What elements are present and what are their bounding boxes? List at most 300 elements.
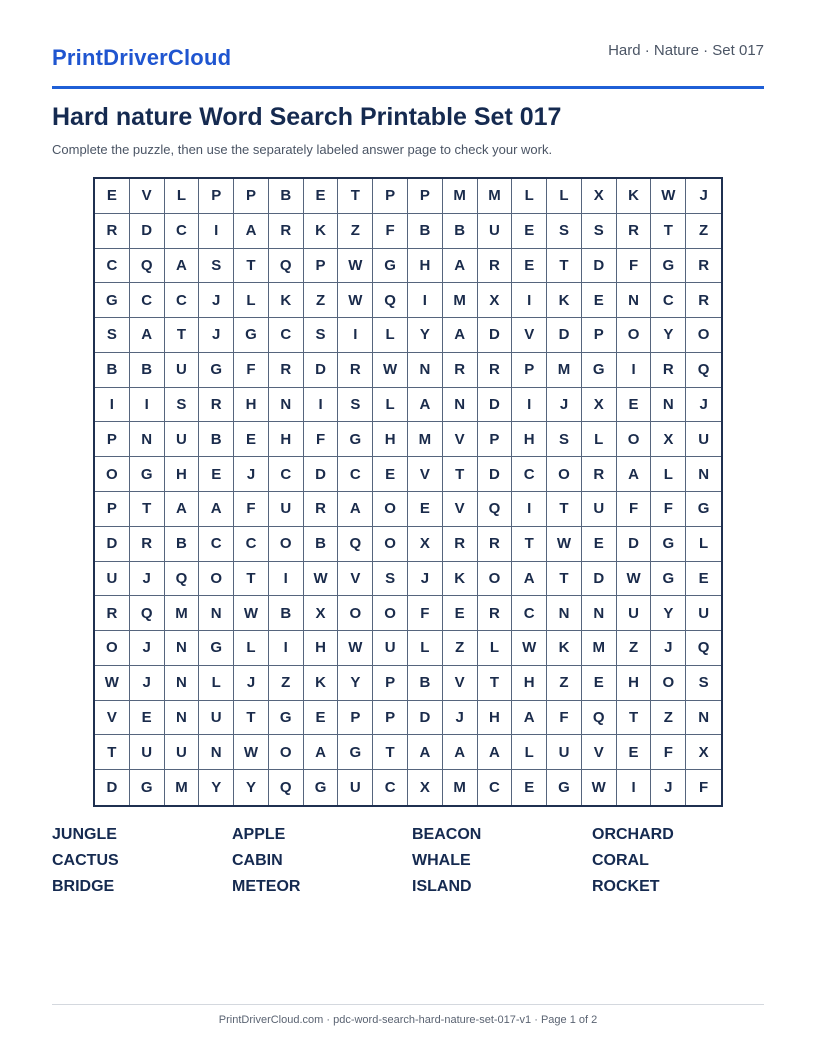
grid-cell: L <box>512 179 547 214</box>
grid-cell: B <box>269 179 304 214</box>
grid-cell: G <box>234 318 269 353</box>
grid-cell: I <box>338 318 373 353</box>
grid-cell: G <box>651 249 686 284</box>
grid-cell: Z <box>651 701 686 736</box>
grid-cell: N <box>165 701 200 736</box>
grid-cell: B <box>408 214 443 249</box>
grid-cell: C <box>199 527 234 562</box>
word-list-item: CORAL <box>592 852 649 869</box>
grid-cell: U <box>617 596 652 631</box>
grid-cell: A <box>165 492 200 527</box>
grid-cell: W <box>651 179 686 214</box>
grid-cell: Z <box>617 631 652 666</box>
grid-cell: V <box>130 179 165 214</box>
grid-cell: M <box>582 631 617 666</box>
grid-cell: O <box>373 492 408 527</box>
grid-cell: P <box>234 179 269 214</box>
grid-cell: R <box>686 249 721 284</box>
grid-cell: R <box>651 353 686 388</box>
word-list-item: WHALE <box>412 852 471 869</box>
grid-cell: S <box>199 249 234 284</box>
grid-cell: O <box>617 422 652 457</box>
word-search-grid <box>93 177 723 807</box>
grid-cell: X <box>408 527 443 562</box>
grid-cell: T <box>617 701 652 736</box>
word-list-item: APPLE <box>232 826 286 843</box>
grid-cell: D <box>478 388 513 423</box>
grid-cell: I <box>617 770 652 805</box>
grid-cell: R <box>304 492 339 527</box>
grid-cell: T <box>234 562 269 597</box>
grid-cell: D <box>582 249 617 284</box>
grid-cell: H <box>269 422 304 457</box>
grid-cell: L <box>478 631 513 666</box>
grid-cell: J <box>199 318 234 353</box>
grid-cell: E <box>408 492 443 527</box>
grid-cell: U <box>582 492 617 527</box>
word-list-item: ORCHARD <box>592 826 674 843</box>
grid-cell: I <box>512 492 547 527</box>
footer-divider <box>52 1004 764 1005</box>
grid-cell: A <box>443 735 478 770</box>
grid-cell: D <box>478 457 513 492</box>
grid-cell: P <box>408 179 443 214</box>
grid-cell: H <box>617 666 652 701</box>
grid-cell: A <box>478 735 513 770</box>
grid-cell: R <box>478 353 513 388</box>
grid-cell: C <box>165 214 200 249</box>
word-list-item: JUNGLE <box>52 826 117 843</box>
grid-cell: G <box>338 735 373 770</box>
grid-cell: P <box>512 353 547 388</box>
grid-cell: S <box>547 214 582 249</box>
grid-cell: L <box>199 666 234 701</box>
grid-cell: V <box>582 735 617 770</box>
grid-cell: Q <box>686 353 721 388</box>
grid-cell: Q <box>582 701 617 736</box>
word-list <box>52 825 772 903</box>
grid-cell: D <box>95 770 130 805</box>
grid-cell: R <box>478 249 513 284</box>
grid-cell: A <box>408 388 443 423</box>
word-list-item: ISLAND <box>412 878 472 895</box>
grid-cell: N <box>651 388 686 423</box>
grid-cell: W <box>338 249 373 284</box>
grid-cell: W <box>304 562 339 597</box>
grid-cell: O <box>617 318 652 353</box>
grid-cell: Y <box>408 318 443 353</box>
grid-cell: N <box>165 631 200 666</box>
grid-cell: G <box>269 701 304 736</box>
grid-cell: U <box>686 422 721 457</box>
grid-cell: O <box>95 457 130 492</box>
grid-cell: W <box>95 666 130 701</box>
grid-cell: C <box>234 527 269 562</box>
grid-cell: G <box>547 770 582 805</box>
grid-cell: H <box>408 249 443 284</box>
grid-cell: F <box>651 735 686 770</box>
grid-cell: D <box>95 527 130 562</box>
grid-cell: T <box>338 179 373 214</box>
grid-cell: Y <box>651 596 686 631</box>
grid-cell: P <box>304 249 339 284</box>
grid-cell: G <box>199 353 234 388</box>
grid-cell: C <box>373 770 408 805</box>
grid-cell: N <box>686 701 721 736</box>
grid-cell: X <box>582 388 617 423</box>
grid-cell: W <box>234 596 269 631</box>
grid-cell: P <box>373 701 408 736</box>
grid-cell: R <box>686 283 721 318</box>
word-list-item: METEOR <box>232 878 301 895</box>
grid-cell: J <box>651 631 686 666</box>
grid-cell: Z <box>304 283 339 318</box>
grid-cell: C <box>338 457 373 492</box>
grid-cell: E <box>304 701 339 736</box>
grid-cell: X <box>686 735 721 770</box>
grid-cell: W <box>617 562 652 597</box>
grid-cell: V <box>443 422 478 457</box>
grid-cell: L <box>373 318 408 353</box>
grid-cell: D <box>582 562 617 597</box>
grid-cell: U <box>269 492 304 527</box>
grid-cell: E <box>582 666 617 701</box>
grid-cell: W <box>338 631 373 666</box>
grid-cell: E <box>234 422 269 457</box>
grid-cell: B <box>199 422 234 457</box>
grid-cell: I <box>269 631 304 666</box>
grid-cell: Q <box>269 249 304 284</box>
grid-cell: A <box>512 562 547 597</box>
grid-cell: J <box>199 283 234 318</box>
grid-cell: T <box>547 562 582 597</box>
grid-cell: D <box>304 457 339 492</box>
grid-cell: M <box>478 179 513 214</box>
grid-cell: L <box>373 388 408 423</box>
grid-cell: D <box>547 318 582 353</box>
grid-cell: A <box>512 701 547 736</box>
grid-cell: E <box>582 527 617 562</box>
grid-cell: M <box>547 353 582 388</box>
grid-cell: X <box>651 422 686 457</box>
grid-cell: V <box>338 562 373 597</box>
grid-cell: U <box>547 735 582 770</box>
word-list-item: CACTUS <box>52 852 119 869</box>
grid-cell: B <box>165 527 200 562</box>
grid-cell: O <box>547 457 582 492</box>
grid-cell: A <box>338 492 373 527</box>
grid-cell: F <box>651 492 686 527</box>
grid-cell: P <box>373 179 408 214</box>
grid-cell: V <box>443 492 478 527</box>
grid-cell: M <box>443 770 478 805</box>
grid-cell: F <box>699 779 709 797</box>
grid-cell: Z <box>443 631 478 666</box>
grid-cell: B <box>408 666 443 701</box>
grid-cell: A <box>165 249 200 284</box>
grid-cell: M <box>443 283 478 318</box>
grid-cell: S <box>95 318 130 353</box>
grid-cell: R <box>478 527 513 562</box>
grid-cell: I <box>95 388 130 423</box>
grid-cell: W <box>512 631 547 666</box>
grid-cell: M <box>165 596 200 631</box>
grid-cell: K <box>443 562 478 597</box>
grid-cell: W <box>547 527 582 562</box>
set-label: Hard · Nature · Set 017 <box>608 42 764 59</box>
grid-cell: J <box>443 701 478 736</box>
grid-cell: E <box>443 596 478 631</box>
grid-cell: E <box>582 283 617 318</box>
grid-cell: I <box>130 388 165 423</box>
grid-cell: B <box>443 214 478 249</box>
grid-cell: F <box>547 701 582 736</box>
grid-cell: Q <box>686 631 721 666</box>
grid-cell: G <box>130 457 165 492</box>
grid-cell: B <box>95 353 130 388</box>
grid-cell: O <box>478 562 513 597</box>
grid-cell: L <box>547 179 582 214</box>
grid-cell: A <box>199 492 234 527</box>
grid-cell: N <box>408 353 443 388</box>
grid-cell: O <box>269 527 304 562</box>
grid-cell: G <box>651 562 686 597</box>
grid-cell: D <box>478 318 513 353</box>
grid-cell: R <box>582 457 617 492</box>
grid-cell: P <box>338 701 373 736</box>
grid-cell: G <box>651 527 686 562</box>
grid-cell: U <box>165 353 200 388</box>
grid-cell: O <box>373 596 408 631</box>
grid-cell: R <box>338 353 373 388</box>
grid-cell: K <box>269 283 304 318</box>
grid-cell: C <box>269 457 304 492</box>
grid-cell: R <box>617 214 652 249</box>
grid-cell: F <box>234 492 269 527</box>
grid-cell: Q <box>373 283 408 318</box>
grid-cell: J <box>686 179 721 214</box>
grid-cell: T <box>373 735 408 770</box>
grid-cell: C <box>651 283 686 318</box>
grid-cell: G <box>373 249 408 284</box>
grid-cell: T <box>547 249 582 284</box>
grid-cell: Y <box>651 318 686 353</box>
grid-cell: K <box>547 631 582 666</box>
page-subtitle: Complete the puzzle, then use the separately labeled answer page to check your work. <box>52 142 553 157</box>
grid-cell: S <box>686 666 721 701</box>
grid-cell: E <box>512 249 547 284</box>
grid-cell: W <box>373 353 408 388</box>
grid-cell: E <box>512 214 547 249</box>
grid-cell: X <box>304 596 339 631</box>
grid-cell: Q <box>130 249 165 284</box>
grid-cell: L <box>234 631 269 666</box>
grid-cell: J <box>130 631 165 666</box>
grid-cell: G <box>304 770 339 805</box>
grid-cell: I <box>199 214 234 249</box>
grid-cell: U <box>373 631 408 666</box>
grid-cell: G <box>582 353 617 388</box>
word-list-item: CABIN <box>232 852 283 869</box>
grid-cell: O <box>95 631 130 666</box>
grid-cell: Z <box>686 214 721 249</box>
grid-cell: J <box>651 770 686 805</box>
grid-cell: N <box>165 666 200 701</box>
grid-cell: M <box>443 179 478 214</box>
grid-cell: S <box>373 562 408 597</box>
brand-logo[interactable]: PrintDriverCloud <box>52 45 232 70</box>
grid-cell: U <box>338 770 373 805</box>
grid-cell: A <box>443 318 478 353</box>
grid-cell: A <box>304 735 339 770</box>
grid-cell: J <box>130 562 165 597</box>
grid-cell: U <box>95 562 130 597</box>
grid-cell: G <box>199 631 234 666</box>
grid-cell: D <box>408 701 443 736</box>
grid-cell: S <box>582 214 617 249</box>
grid-cell: U <box>165 735 200 770</box>
grid-cell: K <box>304 214 339 249</box>
grid-cell: J <box>547 388 582 423</box>
grid-cell: B <box>304 527 339 562</box>
page-footer: PrintDriverCloud.com · pdc-word-search-hard-nature-set-017-v1 · Page 1 of 2 <box>218 1014 598 1026</box>
grid-cell: O <box>373 527 408 562</box>
grid-cell: E <box>304 179 339 214</box>
grid-cell: A <box>408 735 443 770</box>
page-title: Hard nature Word Search Printable Set 017 <box>52 103 562 131</box>
grid-cell: T <box>547 492 582 527</box>
grid-cell: S <box>165 388 200 423</box>
grid-cell: C <box>95 249 130 284</box>
grid-cell: H <box>373 422 408 457</box>
grid-cell: B <box>130 353 165 388</box>
grid-cell: H <box>304 631 339 666</box>
grid-cell: G <box>338 422 373 457</box>
grid-cell: H <box>478 701 513 736</box>
grid-cell: S <box>547 422 582 457</box>
grid-cell: O <box>269 735 304 770</box>
grid-cell: I <box>512 283 547 318</box>
grid-cell: P <box>478 422 513 457</box>
grid-cell: V <box>443 666 478 701</box>
grid-cell: L <box>582 422 617 457</box>
grid-cell: Q <box>130 596 165 631</box>
grid-cell: J <box>408 562 443 597</box>
grid-cell: N <box>686 457 721 492</box>
grid-cell: O <box>199 562 234 597</box>
grid-cell: L <box>686 527 721 562</box>
grid-cell: G <box>95 283 130 318</box>
grid-cell: E <box>373 457 408 492</box>
grid-cell: E <box>686 562 721 597</box>
grid-cell: U <box>130 735 165 770</box>
grid-cell: N <box>443 388 478 423</box>
grid-cell: N <box>269 388 304 423</box>
grid-cell: C <box>130 283 165 318</box>
word-list-item: ROCKET <box>592 878 660 895</box>
grid-cell: S <box>338 388 373 423</box>
grid-cell: Q <box>478 492 513 527</box>
grid-cell: G <box>130 770 165 805</box>
grid-cell: F <box>617 492 652 527</box>
grid-cell: T <box>651 214 686 249</box>
grid-cell: A <box>443 249 478 284</box>
grid-cell: N <box>582 596 617 631</box>
grid-cell: A <box>234 214 269 249</box>
grid-cell: W <box>234 735 269 770</box>
grid-cell: H <box>234 388 269 423</box>
grid-cell: T <box>443 457 478 492</box>
page-header <box>52 40 764 89</box>
grid-cell: E <box>617 388 652 423</box>
grid-cell: R <box>443 353 478 388</box>
grid-cell: B <box>269 596 304 631</box>
grid-cell: T <box>130 492 165 527</box>
grid-cell: T <box>234 249 269 284</box>
grid-cell: X <box>478 283 513 318</box>
grid-cell: R <box>478 596 513 631</box>
grid-cell: K <box>304 666 339 701</box>
grid-cell: Q <box>269 770 304 805</box>
word-list-item: BEACON <box>412 826 482 843</box>
grid-cell: C <box>512 457 547 492</box>
grid-cell: Z <box>269 666 304 701</box>
grid-cell: R <box>269 353 304 388</box>
grid-cell: M <box>165 770 200 805</box>
grid-cell: R <box>199 388 234 423</box>
grid-cell: D <box>617 527 652 562</box>
grid-cell: M <box>408 422 443 457</box>
grid-cell: D <box>130 214 165 249</box>
grid-cell: G <box>686 492 721 527</box>
grid-cell: C <box>478 770 513 805</box>
grid-cell: K <box>617 179 652 214</box>
grid-cell: O <box>338 596 373 631</box>
grid-cell: F <box>234 353 269 388</box>
grid-cell: I <box>617 353 652 388</box>
grid-cell: J <box>130 666 165 701</box>
grid-cell: N <box>617 283 652 318</box>
grid-cell: N <box>547 596 582 631</box>
grid-cell: W <box>582 770 617 805</box>
grid-cell: P <box>199 179 234 214</box>
grid-cell: E <box>617 735 652 770</box>
grid-cell: W <box>338 283 373 318</box>
grid-cell: Y <box>338 666 373 701</box>
grid-cell: F <box>617 249 652 284</box>
grid-cell: R <box>95 596 130 631</box>
grid-cell: I <box>512 388 547 423</box>
grid-cell: P <box>582 318 617 353</box>
grid-cell: E <box>199 457 234 492</box>
grid-cell: Q <box>338 527 373 562</box>
grid-cell: V <box>408 457 443 492</box>
grid-cell: T <box>95 735 130 770</box>
grid-cell: I <box>408 283 443 318</box>
grid-cell: E <box>130 701 165 736</box>
grid-cell: E <box>512 770 547 805</box>
grid-cell: T <box>234 701 269 736</box>
grid-cell: L <box>234 283 269 318</box>
grid-cell: L <box>165 179 200 214</box>
grid-cell: N <box>130 422 165 457</box>
grid-cell: O <box>686 318 721 353</box>
grid-cell: P <box>373 666 408 701</box>
grid-cell: T <box>165 318 200 353</box>
grid-cell: R <box>443 527 478 562</box>
grid-cell: L <box>408 631 443 666</box>
grid-cell: H <box>165 457 200 492</box>
